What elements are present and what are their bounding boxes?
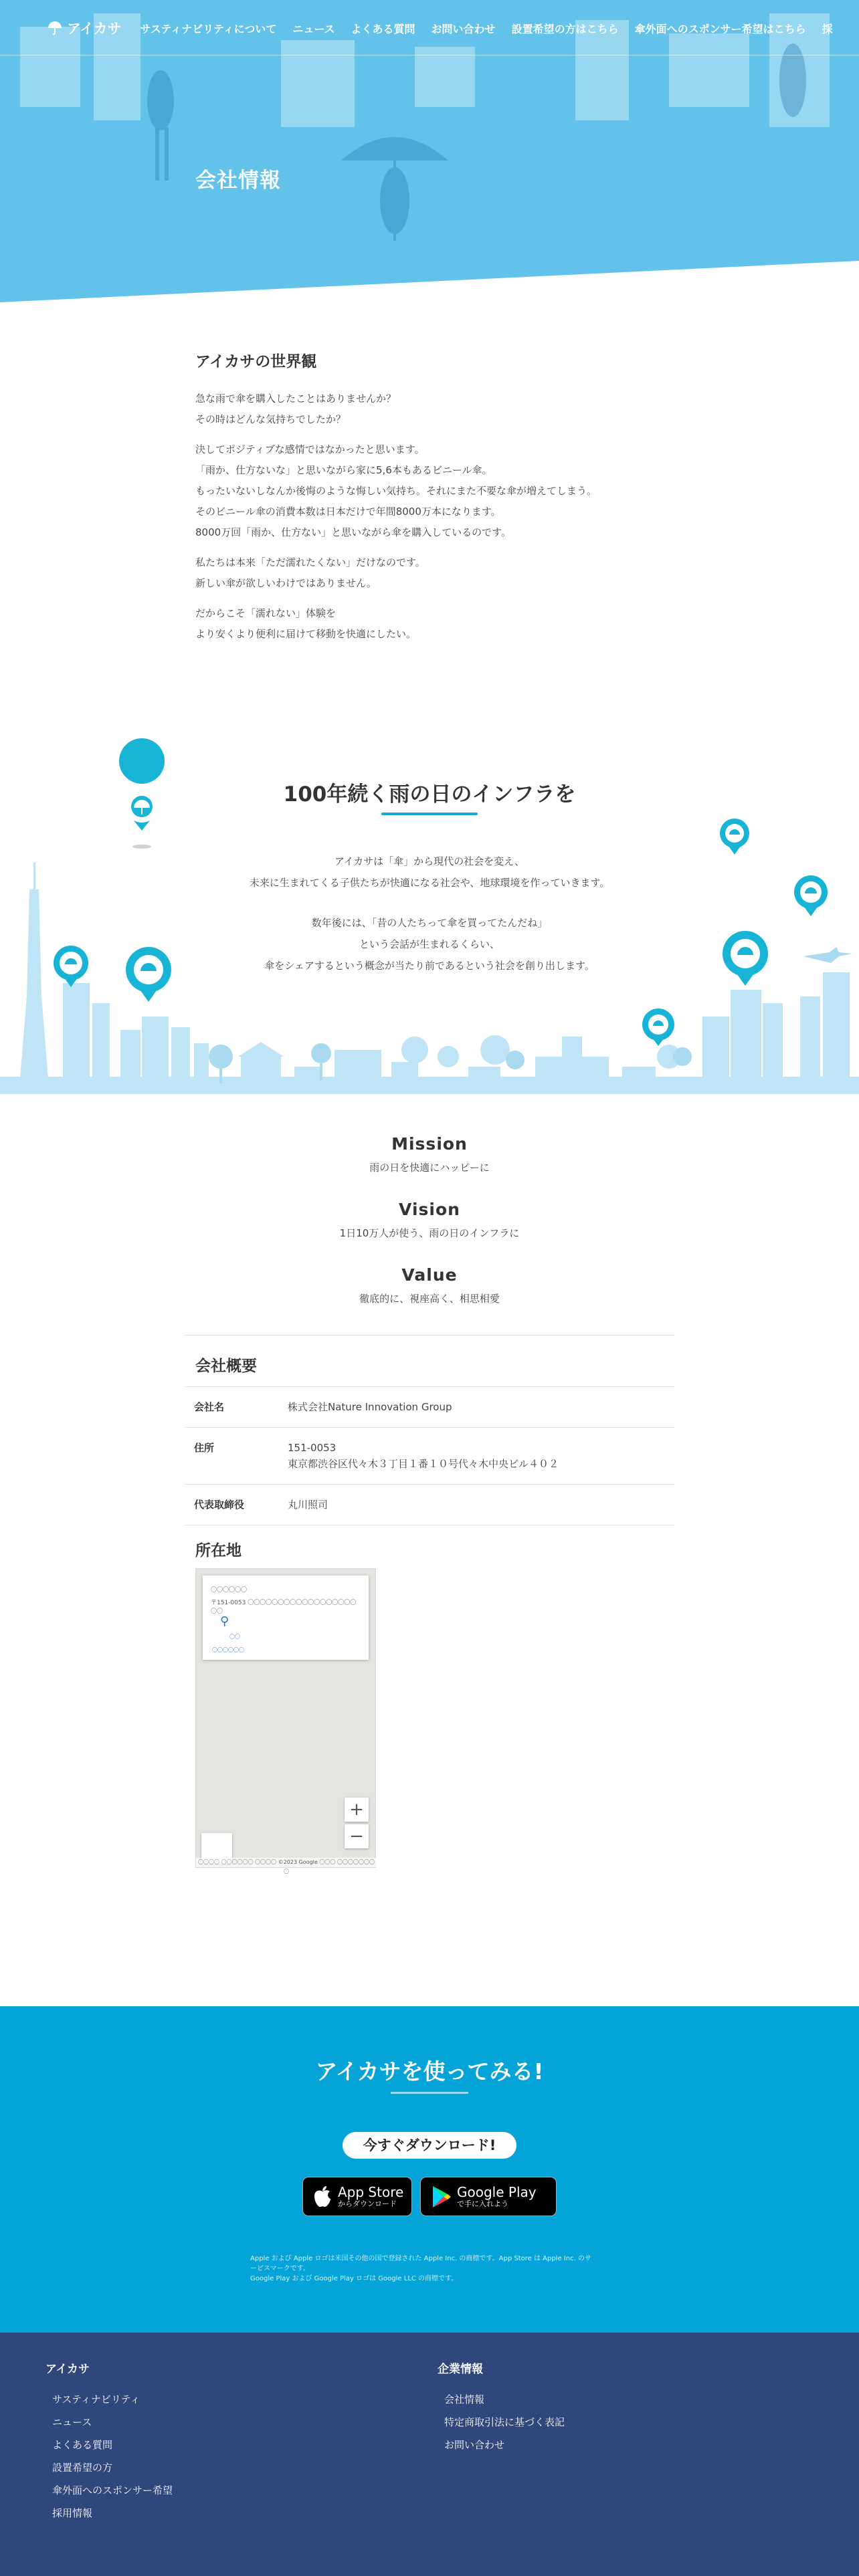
vision-text: 1日10万人が使う、雨の日のインフラに (339, 1227, 520, 1239)
page-title: 会社情報 (195, 169, 281, 193)
download-title: アイカサを使ってみる! (315, 2058, 544, 2084)
footer-heading: アイカサ (45, 2363, 90, 2376)
row-value (288, 1440, 559, 1472)
text-line: もったいないしなんか後悔のような悔しい気持ち。それにまた不要な傘が増えてしまう。 (195, 485, 597, 497)
nav-news[interactable]: ニュース (292, 22, 335, 35)
location-title: 所在地 (195, 1542, 242, 1560)
text-line: より安くより便利に届けて移動を快適にしたい。 (195, 628, 417, 640)
infrastructure-title: 100年続く雨の日のインフラを (283, 782, 576, 807)
text-line: 新しい傘が欲しいわけではありません。 (195, 577, 377, 589)
footer-column-aikasa (45, 2359, 173, 2525)
footer-link-contact[interactable]: お問い合わせ (444, 2439, 505, 2451)
footer-column-company (438, 2359, 565, 2456)
hero-banner (0, 0, 859, 308)
text-line: 「雨か、仕方ないな」と思いながら家に5,6本もあるビニール傘。 (195, 464, 492, 476)
mission-heading: Mission (391, 1134, 468, 1154)
map-card-title: 〇〇〇〇〇〇 (211, 1587, 248, 1594)
text-line: その時はどんな気持ちでしたか？ (195, 413, 346, 425)
nav-sponsor[interactable]: 傘外面へのスポンサー希望はこちら (634, 22, 806, 35)
google-play-icon (432, 2185, 452, 2208)
infrastructure-paragraph (0, 912, 859, 976)
map-pin-label: 〇〇 (229, 1634, 240, 1640)
nav-installation[interactable]: 設置希望の方はこちら (511, 22, 619, 35)
row-value (288, 1399, 452, 1415)
worldview-paragraph (195, 389, 690, 430)
site-footer (0, 2333, 859, 2576)
vision-heading: Vision (399, 1200, 460, 1219)
app-store-text (338, 2185, 403, 2209)
download-section (0, 2006, 859, 2333)
value-line: 東京都渋谷区代々木３丁目１番１０号代々木中央ビル４０２ (288, 1458, 559, 1470)
footer-link-news[interactable]: ニュース (52, 2416, 92, 2428)
title-underline (391, 2092, 468, 2094)
nav-sustainability[interactable]: サスティナビリティについて (140, 22, 277, 35)
app-store-label: App Store (338, 2183, 404, 2200)
map-info-card (203, 1576, 369, 1660)
text-line: そのビニール傘の消費本数は日本だけで年間8000万本になります。 (195, 506, 501, 518)
text-line: だからこそ「濡れない」体験を (195, 607, 337, 619)
nav-contact[interactable]: お問い合わせ (431, 22, 496, 35)
footer-link-company[interactable]: 会社情報 (444, 2393, 485, 2405)
table-row (185, 1386, 674, 1428)
google-play-text (457, 2185, 537, 2209)
table-row (185, 1485, 674, 1525)
footer-link-legal[interactable]: 特定商取引法に基づく表記 (444, 2416, 565, 2428)
map-card-address: 〒151-0053 〇〇〇〇〇〇〇〇〇〇〇〇〇〇〇〇〇〇〇〇 (211, 1600, 357, 1615)
text-line: Google Play および Google Play ロゴは Google LLC の商標です。 (250, 2275, 458, 2282)
site-logo[interactable] (47, 18, 121, 38)
value-line: 丸川照司 (288, 1499, 328, 1511)
value-text: 徹底的に、視座高く、相思相愛 (359, 1293, 500, 1305)
footer-link-sustainability[interactable]: サスティナビリティ (52, 2393, 140, 2405)
worldview-paragraph (195, 603, 690, 645)
trademark-notice (250, 2254, 611, 2284)
vision-block (0, 1200, 859, 1240)
footer-link-sponsor[interactable]: 傘外面へのスポンサー希望 (52, 2484, 173, 2496)
google-map[interactable] (195, 1568, 376, 1874)
mission-text: 雨の日を快適にハッピーに (369, 1162, 490, 1174)
title-underline (381, 813, 478, 815)
worldview-title: アイカサの世界観 (195, 353, 317, 370)
row-key: 住所 (194, 1442, 215, 1454)
nav-faq[interactable]: よくある質問 (351, 22, 415, 35)
text-line: 数年後には、「昔の人たちって傘を買ってたんだね」 (311, 917, 548, 929)
text-line: 8000万回「雨か、仕方ない」と思いながら傘を購入しているのです。 (195, 526, 511, 538)
infrastructure-section (0, 762, 859, 1094)
nav-recruit[interactable]: 採 (822, 22, 833, 35)
text-line: アイカサは「傘」から現代の社会を変え、 (334, 855, 525, 867)
text-line: 決してポジティブな感情ではなかったと思います。 (195, 443, 425, 455)
top-navigation (0, 0, 859, 56)
footer-link-installation[interactable]: 設置希望の方 (52, 2462, 113, 2474)
map-pin-icon[interactable]: ⚲ (220, 1614, 229, 1628)
google-play-label: Google Play (457, 2183, 537, 2200)
mission-block (0, 1134, 859, 1174)
zoom-out-button[interactable]: − (345, 1824, 369, 1848)
umbrella-logo-icon (47, 20, 63, 36)
row-key: 会社名 (194, 1401, 225, 1413)
text-line: 私たちは本来「ただ濡れたくない」だけなのです。 (195, 556, 425, 568)
logo-text: アイカサ (67, 21, 122, 37)
worldview-paragraph (195, 552, 690, 594)
text-line: という会話が生まれるくらい、 (359, 938, 500, 950)
download-now-badge: 今すぐダウンロード! (343, 2132, 516, 2159)
worldview-paragraph (195, 439, 690, 543)
footer-heading: 企業情報 (438, 2363, 483, 2376)
value-line: 151-0053 (288, 1442, 337, 1454)
zoom-in-button[interactable]: + (345, 1798, 369, 1822)
worldview-section (195, 349, 690, 654)
google-play-sublabel: で手に入れよう (457, 2199, 508, 2208)
company-overview-title: 会社概要 (195, 1358, 257, 1375)
value-block (0, 1265, 859, 1305)
text-line: 傘をシェアするという概念が当たり前であるという社会を創り出します。 (264, 960, 595, 972)
value-line: 株式会社Nature Innovation Group (288, 1401, 452, 1413)
infrastructure-paragraph (0, 851, 859, 893)
google-play-button[interactable] (420, 2177, 557, 2216)
apple-icon (312, 2185, 332, 2208)
row-value (288, 1497, 328, 1513)
app-store-button[interactable] (302, 2177, 412, 2216)
table-row (185, 1428, 674, 1485)
map-larger-link[interactable]: 〇〇〇〇〇〇 (212, 1647, 244, 1653)
text-line: ービスマークです。 (250, 2265, 310, 2272)
map-attribution: 〇〇〇〇 〇〇〇〇〇〇 〇〇〇〇 ©2023 Google 〇〇〇 〇〇〇〇〇〇〇〇 (196, 1858, 377, 1867)
row-key: 代表取締役 (194, 1499, 245, 1511)
footer-link-faq[interactable]: よくある質問 (52, 2439, 113, 2451)
text-line: 急な雨で傘を購入したことはありませんか？ (195, 393, 397, 405)
footer-link-recruit[interactable]: 採用情報 (52, 2507, 93, 2519)
text-line: 未来に生まれてくる子供たちが快適になる社会や、地球環境を作っていきます。 (249, 877, 610, 889)
value-heading: Value (401, 1265, 458, 1285)
company-info-table (185, 1386, 674, 1525)
app-store-sublabel: からダウンロード (338, 2199, 397, 2208)
text-line: Apple および Apple ロゴは米国その他の国で登録された Apple Inc. の商標です。App Store は Apple Inc. のサ (250, 2255, 591, 2262)
